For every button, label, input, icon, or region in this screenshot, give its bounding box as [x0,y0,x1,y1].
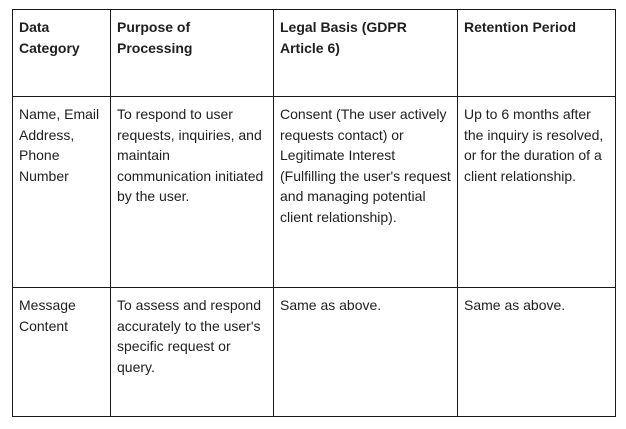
header-data-category: Data Category [13,10,111,97]
cell-retention: Same as above. [458,288,616,417]
cell-legal-basis: Consent (The user actively requests contact) or Legitimate Interest (Fulfilling the user's request and managing potential client relationship). [274,97,458,288]
cell-data-category: Message Content [13,288,111,417]
header-legal-basis: Legal Basis (GDPR Article 6) [274,10,458,97]
cell-retention: Up to 6 months after the inquiry is resolved, or for the duration of a client relationship. [458,97,616,288]
cell-legal-basis: Same as above. [274,288,458,417]
data-processing-table [12,9,616,417]
table-row [13,288,616,417]
table-header-row [13,10,616,97]
cell-purpose: To respond to user requests, inquiries, and maintain communication initiated by the user. [111,97,274,288]
cell-data-category: Name, Email Address, Phone Number [13,97,111,288]
cell-purpose: To assess and respond accurately to the user's specific request or query. [111,288,274,417]
header-retention-period: Retention Period [458,10,616,97]
header-purpose-of-processing: Purpose of Processing [111,10,274,97]
table-row [13,97,616,288]
